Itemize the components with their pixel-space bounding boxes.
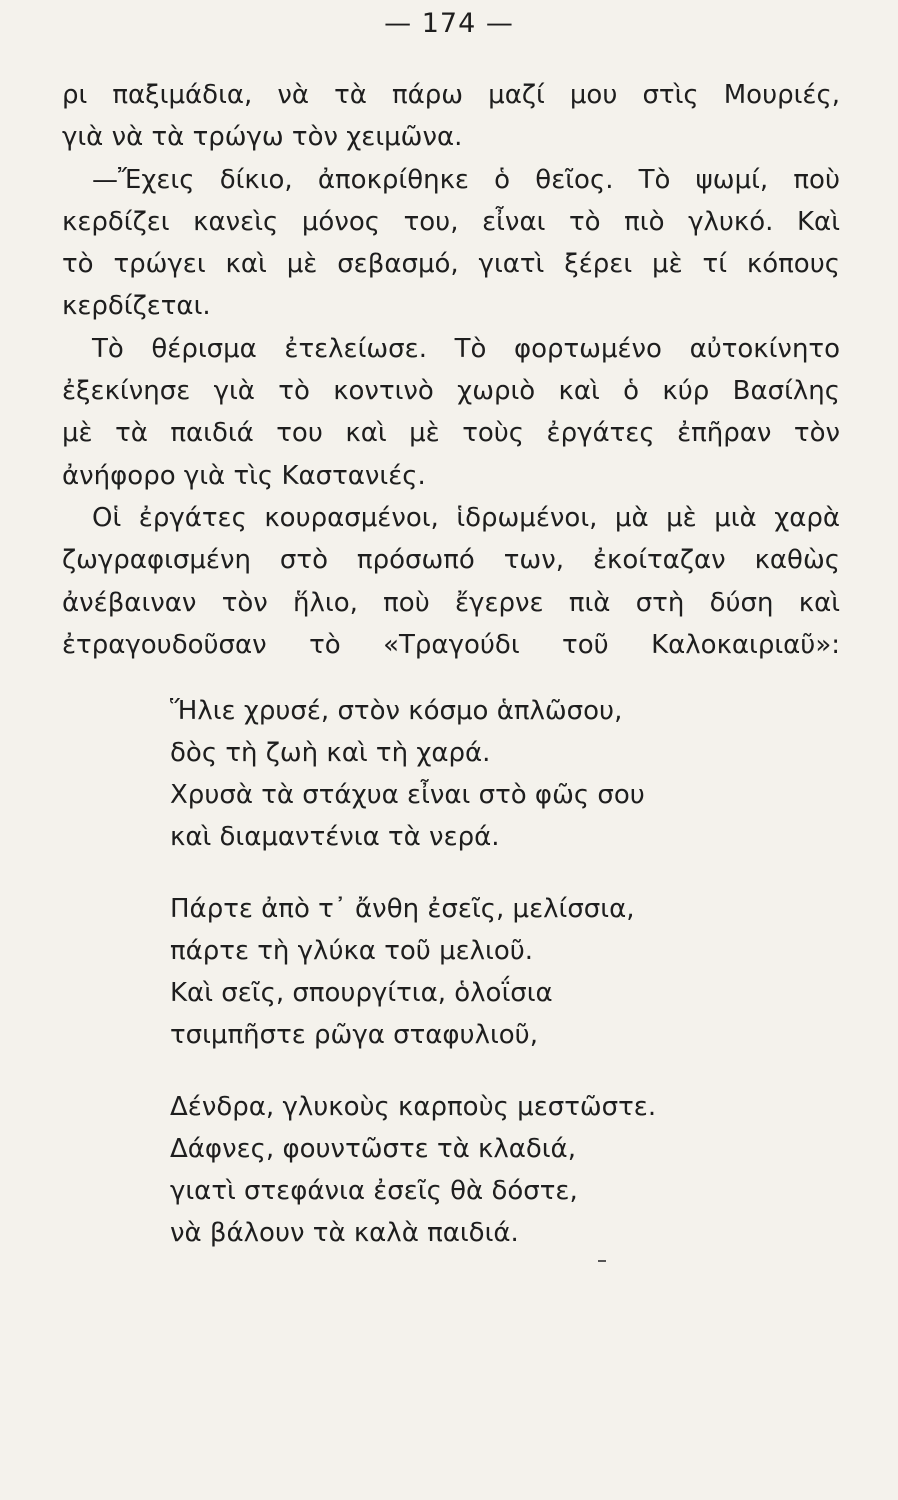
- poem-line: πάρτε τὴ γλύκα τοῦ μελιοῦ.: [170, 936, 534, 966]
- poem-line: Δάφνες, φουντῶστε τὰ κλαδιά,: [170, 1134, 576, 1164]
- prose-line: ἀνέβαιναν τὸν ἥλιο, ποὺ ἔγερνε πιὰ στὴ δύση καὶ: [62, 587, 840, 618]
- poem-line: νὰ βάλουν τὰ καλὰ παιδιά.: [170, 1218, 519, 1248]
- poem-line: Χρυσὰ τὰ στάχυα εἶναι στὸ φῶς σου: [170, 780, 645, 810]
- poem-line: γιατὶ στεφάνια ἐσεῖς θὰ δόστε,: [170, 1176, 578, 1206]
- page-number: — 174 —: [384, 8, 514, 39]
- poem-line: καὶ διαμαντένια τὰ νερά.: [170, 822, 500, 852]
- poem-line: δὸς τὴ ζωὴ καὶ τὴ χαρά.: [170, 738, 491, 768]
- prose-body: [62, 74, 840, 666]
- poem-stanza-3: [170, 1086, 656, 1254]
- prose-line: κερδίζει κανεὶς μόνος του, εἶναι τὸ πιὸ γλυκό. Καὶ: [62, 206, 840, 237]
- poem-stanza-1: [170, 690, 656, 858]
- poem-stanza-2: [170, 888, 656, 1056]
- poem-line: Ἥλιε χρυσέ, στὸν κόσμο ἁπλῶσου,: [170, 696, 623, 726]
- prose-line: κερδίζεται.: [62, 291, 211, 322]
- prose-line: γιὰ νὰ τὰ τρώγω τὸν χειμῶνα.: [62, 122, 463, 153]
- prose-line: Τὸ θέρισμα ἐτελείωσε. Τὸ φορτωμένο αὐτοκίνητο: [92, 333, 840, 364]
- prose-line: ζωγραφισμένη στὸ πρόσωπό των, ἐκοίταζαν καθὼς: [62, 545, 840, 576]
- print-dash-mark: [598, 1260, 606, 1262]
- prose-line: τὸ τρώγει καὶ μὲ σεβασμό, γιατὶ ξέρει μὲ τί κόπους: [62, 249, 840, 280]
- poem-line: Δένδρα, γλυκοὺς καρποὺς μεστῶστε.: [170, 1092, 657, 1122]
- prose-line: ἐξεκίνησε γιὰ τὸ κοντινὸ χωριὸ καὶ ὁ κύρ Βασίλης: [62, 376, 840, 407]
- prose-line: ρι παξιμάδια, νὰ τὰ πάρω μαζί μου στὶς Μουριές,: [62, 80, 840, 110]
- prose-line: μὲ τὰ παιδιά του καὶ μὲ τοὺς ἐργάτες ἐπῆραν τὸν: [62, 418, 840, 449]
- poem-line: Καὶ σεῖς, σπουργίτια, ὁλοΐσια: [170, 978, 553, 1008]
- prose-line: ἐτραγουδοῦσαν τὸ «Τραγούδι τοῦ Καλοκαιριαῦ»:: [62, 629, 840, 660]
- poem-line: τσιμπῆστε ρῶγα σταφυλιοῦ,: [170, 1020, 538, 1050]
- prose-line: ἀνήφορο γιὰ τὶς Καστανιές.: [62, 460, 426, 491]
- prose-line: Οἱ ἐργάτες κουρασμένοι, ἱδρωμένοι, μὰ μὲ μιὰ χαρὰ: [92, 502, 840, 533]
- prose-line: —Ἔχεις δίκιο, ἀποκρίθηκε ὁ θεῖος. Τὸ ψωμί, ποὺ: [92, 164, 840, 195]
- poem-line: Πάρτε ἀπὸ τ᾽ ἄνθη ἐσεῖς, μελίσσια,: [170, 894, 635, 924]
- poem: [170, 690, 656, 1284]
